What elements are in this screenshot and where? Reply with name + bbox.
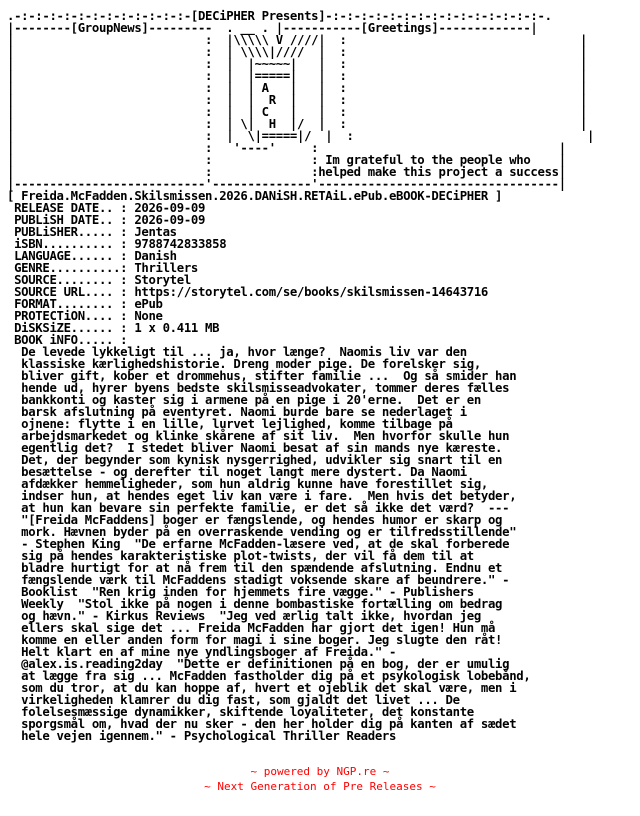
nfo-line: | : | \| H |/ | : | bbox=[7, 117, 588, 131]
nfo-line: besættelse - og derefter til noget langt mere dystert. Da Naomi bbox=[7, 465, 467, 479]
nfo-line: | : |\\\\\ V ////| : | bbox=[7, 33, 588, 47]
nfo-line: folelsesmæssige dynamikker, skiftende loyaliteter, det konstante bbox=[7, 705, 474, 719]
nfo-line: | : | |=====| | : | bbox=[7, 69, 588, 83]
nfo-line: som du tror, at du kan hoppe af, hvert et ojeblik det skal være, men i bbox=[7, 681, 517, 695]
nfo-line: arbejdsmarkedet og klinke skårene af sit liv. Men hvorfor skulle hun bbox=[7, 429, 510, 443]
nfo-line: PUBLiSHER..... : Jentas bbox=[7, 225, 177, 239]
nfo-line: [ Freida.McFadden.Skilsmissen.2026.DANiSH.RETAiL.ePub.eBOOK-DECiPHER ] bbox=[7, 189, 503, 203]
nfo-line: fængslende værk til McFaddens stadigt voksende skare af beundrere." - bbox=[7, 573, 510, 587]
nfo-line: | : | \\\\|//// | : | bbox=[7, 45, 588, 59]
nfo-line: PUBLiSH DATE.. : 2026-09-09 bbox=[7, 213, 206, 227]
nfo-line: indser hun, at hendes eget liv kan være i fare. Men hvis det betyder, bbox=[7, 489, 517, 503]
nfo-line: hende ud, hyrer byens bedste skilsmisseadvokater, tommer deres fælles bbox=[7, 381, 510, 395]
nfo-line: De levede lykkeligt til ... ja, hvor længe? Naomis liv var den bbox=[7, 345, 467, 359]
nfo-line: |---------------------------'--------------'----------------------------------| bbox=[7, 177, 566, 191]
nfo-line: | : | \|=====|/ | : | bbox=[7, 129, 595, 143]
nfo-line: LANGUAGE...... : Danish bbox=[7, 249, 177, 263]
nfo-line: afdækker hemmeligheder, som hun aldrig kunne have forestillet sig, bbox=[7, 477, 488, 491]
nfo-line: iSBN.......... : 9788742833858 bbox=[7, 237, 227, 251]
nfo-line: | : : Im grateful to the people who | bbox=[7, 153, 566, 167]
footer bbox=[0, 764, 640, 794]
nfo-line: og hævn." - Kirkus Reviews "Jeg ved ærlig talt ikke, hvordan jeg bbox=[7, 609, 481, 623]
nfo-line: hele vejen igennem." - Psychological Thriller Readers bbox=[7, 729, 397, 743]
nfo-line: Helt klart en af mine nye yndlingsboger af Freida." - bbox=[7, 645, 397, 659]
nfo-line: ellers skal sige det ... Freida McFadden har gjort det igen! Hun må bbox=[7, 621, 496, 635]
nfo-line: |--------[GroupNews]--------- . __ . |-----------[Greetings]-------------| bbox=[7, 21, 538, 35]
nfo-line: | : | | A | | : | bbox=[7, 81, 588, 95]
nfo-line: at hun kan bevare sin perfekte familie, er det så ikke det værd? --- bbox=[7, 501, 510, 515]
nfo-line: bankkonti og kaster sig i armene på en pige i 20'erne. Det er en bbox=[7, 393, 481, 407]
nfo-line: | : '----' : | bbox=[7, 141, 566, 155]
nfo-line: Det, der begynder som kynisk nysgerrighed, udvikler sig snart til en bbox=[7, 453, 503, 467]
nfo-line: mork. Hævnen byder på en overraskende vending og er tilfredsstillende" bbox=[7, 525, 517, 539]
nfo-line: bladre hurtigt for at nå frem til den spændende afslutning. Endnu et bbox=[7, 561, 503, 575]
nfo-line: | : | |~~~~~| | : | bbox=[7, 57, 588, 71]
nfo-line: sig på hendes karakteristiske plot-twists, der vil få dem til at bbox=[7, 549, 474, 563]
nfo-line: | : | | C | | : | bbox=[7, 105, 588, 119]
nfo-line: GENRE..........: Thrillers bbox=[7, 261, 198, 275]
nfo-line: .-:-:-:-:-:-:-:-:-:-:-:-:-[DECiPHER Presents]-:-:-:-:-:-:-:-:-:-:-:-:-:-:-:-. bbox=[7, 9, 552, 23]
nfo-line: Weekly "Stol ikke på nogen i denne bombastiske fortælling om bedrag bbox=[7, 597, 503, 611]
nfo-line: BOOK iNFO..... : bbox=[7, 333, 128, 347]
nfo-line: | : :helped make this project a success| bbox=[7, 165, 566, 179]
nfo-line: klassiske kærlighedshistorie. Dreng moder pige. De forelsker sig, bbox=[7, 357, 481, 371]
footer-powered-by: ~ powered by NGP.re ~ bbox=[250, 765, 390, 778]
nfo-line: komme en eller anden form for magi i sine boger. Jeg slugte den råt! bbox=[7, 633, 503, 647]
nfo-line: RELEASE DATE.. : 2026-09-09 bbox=[7, 201, 206, 215]
nfo-text-block bbox=[7, 10, 594, 742]
nfo-line: PROTECTiON.... : None bbox=[7, 309, 163, 323]
nfo-line: "[Freida McFaddens] boger er fængslende, og hendes humor er skarp og bbox=[7, 513, 503, 527]
nfo-line: at lægge fra sig ... McFadden fastholder dig på et psykologisk lobebånd, bbox=[7, 669, 531, 683]
nfo-line: ojnene: flytte i en lille, lurvet lejlighed, komme tilbage på bbox=[7, 417, 453, 431]
footer-tagline: ~ Next Generation of Pre Releases ~ bbox=[204, 780, 436, 793]
nfo-line: FORMAT........ : ePub bbox=[7, 297, 163, 311]
nfo-line: | : | | R | | : | bbox=[7, 93, 588, 107]
nfo-line: Booklist "Ren krig inden for hjemmets fire vægge." - Publishers bbox=[7, 585, 474, 599]
nfo-line: - Stephen King "De erfarne McFadden-læsere ved, at de skal forberede bbox=[7, 537, 510, 551]
nfo-line: egentlig det? I stedet bliver Naomi besat af sin mands nye kæreste. bbox=[7, 441, 503, 455]
nfo-line: virkeligheden klamrer du dig fast, som gjaldt det livet ... De bbox=[7, 693, 460, 707]
nfo-line: SOURCE........ : Storytel bbox=[7, 273, 191, 287]
nfo-line: @alex.is.reading2day "Dette er definitionen på en bog, der er umulig bbox=[7, 657, 510, 671]
nfo-line: DiSKSiZE...... : 1 x 0.411 MB bbox=[7, 321, 220, 335]
nfo-line: sporgsmål om, hvad der nu sker - den her holder dig på kanten af sædet bbox=[7, 717, 517, 731]
nfo-line: SOURCE URL.... : https://storytel.com/se/books/skilsmissen-14643716 bbox=[7, 285, 488, 299]
nfo-line: bliver gift, kober et drommehus, stifter familie ... Og så smider han bbox=[7, 369, 517, 383]
nfo-line: barsk afslutning på eventyret. Naomi burde bare se nederlaget i bbox=[7, 405, 467, 419]
